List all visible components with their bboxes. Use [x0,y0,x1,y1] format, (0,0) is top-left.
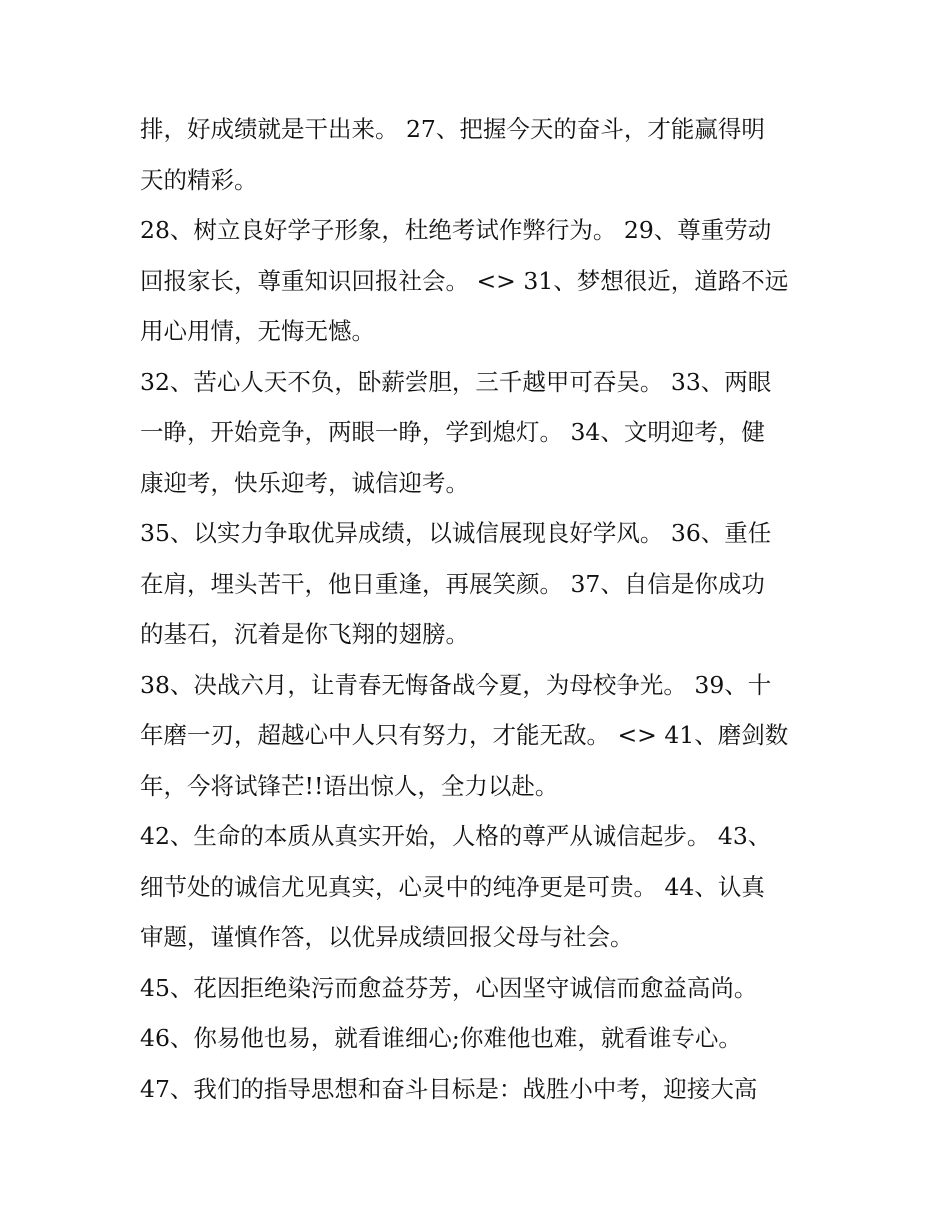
text-line: 天的精彩。 [140,165,258,194]
text-line: 46、你易他也易，就看谁细心;你难他也难，就看谁专心。 [140,1024,742,1052]
body-text [140,104,820,1114]
text-line: 38、决战六月，让青春无悔备战今夏，为母校争光。 39、十 [140,670,772,699]
text-line: 一睁，开始竞争，两眼一睁，学到熄灯。 34、文明迎考，健 [140,418,765,446]
text-line: 康迎考，快乐迎考，诚信迎考。 [140,468,469,497]
text-line: 35、以实力争取优异成绩，以诚信展现良好学风。 36、重任 [140,519,772,547]
text-line: 47、我们的指导思想和奋斗目标是：战胜小中考，迎接大高 [140,1074,758,1103]
text-line: 32、苦心人天不负，卧薪尝胆，三千越甲可吞吴。 33、两眼 [140,367,772,396]
text-line: 在肩，埋头苦干，他日重逢，再展笑颜。 37、自信是你成功 [140,569,765,598]
text-line: 用心用情，无悔无憾。 [140,317,375,345]
text-line: 回报家长，尊重知识回报社会。 <> 31、梦想很近，道路不远 [140,266,789,295]
text-line: 年磨一刃，超越心中人只有努力，才能无敌。 <> 41、磨剑数 [140,721,789,749]
text-line: 28、树立良好学子形象，杜绝考试作弊行为。 29、尊重劳动 [140,216,772,244]
text-line: 年，今将试锋芒!!语出惊人，全力以赴。 [140,771,559,800]
text-line: 42、生命的本质从真实开始，人格的尊严从诚信起步。 43、 [140,822,772,850]
text-line: 的基石，沉着是你飞翔的翅膀。 [140,620,469,648]
text-line: 45、花因拒绝染污而愈益芬芳，心因坚守诚信而愈益高尚。 [140,973,758,1002]
text-line: 排，好成绩就是干出来。 27、把握今天的奋斗，才能赢得明 [140,115,765,143]
text-line: 细节处的诚信尤见真实，心灵中的纯净更是可贵。 44、认真 [140,872,765,901]
text-line: 审题，谨慎作答，以优异成绩回报父母与社会。 [140,923,634,951]
